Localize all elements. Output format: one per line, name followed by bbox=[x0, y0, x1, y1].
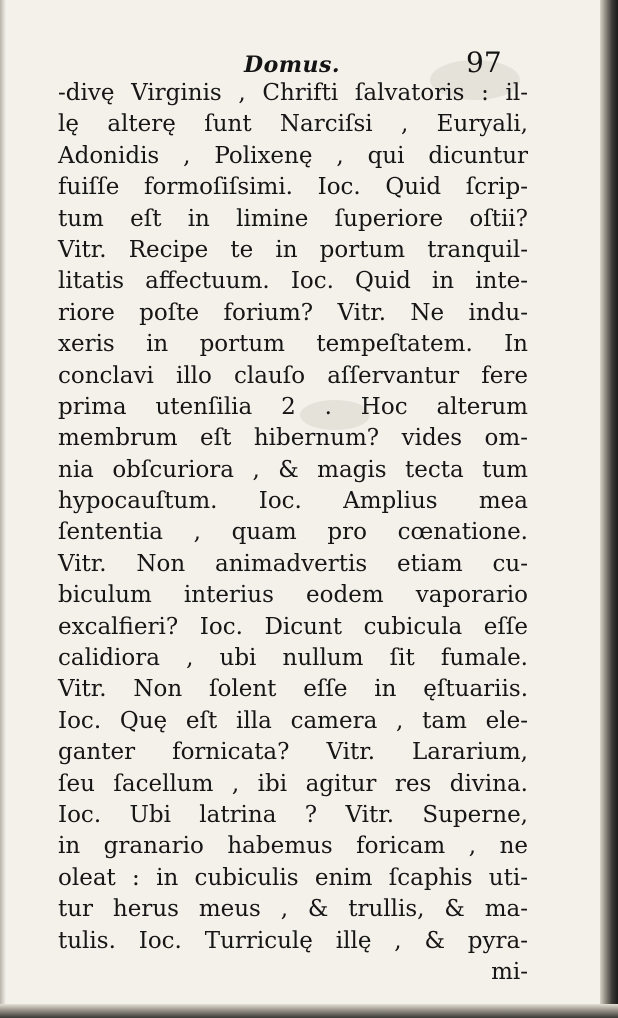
text-line: litatis affectuum. Ioc. Quid in inte- bbox=[58, 268, 528, 295]
text-line: ſeu ſacellum , ibi agitur res divina. bbox=[58, 770, 528, 797]
text-line: prima utenſilia 2 . Hoc alterum bbox=[58, 393, 528, 420]
text-line: Vitr. Non ſolent eſſe in ęſtuariis. bbox=[58, 676, 528, 703]
text-line: riore poſte forium? Vitr. Ne indu- bbox=[58, 299, 528, 326]
page-number: 97 bbox=[466, 46, 502, 79]
text-line: ſententia , quam pro cœnatione. bbox=[58, 519, 528, 546]
text-line: tur herus meus , & trullis, & ma- bbox=[58, 896, 528, 923]
text-line: conclavi illo clauſo aſſervantur fere bbox=[58, 362, 528, 389]
text-line: -divę Virginis , Chrifti ſalvatoris : il- bbox=[58, 80, 528, 106]
page-edge-right bbox=[600, 0, 618, 1018]
page-edge-bottom bbox=[0, 1004, 618, 1018]
text-line: Adonidis , Polixenę , qui dicuntur bbox=[58, 142, 528, 169]
text-line: Ioc. Quę eſt illa camera , tam ele- bbox=[58, 707, 528, 734]
text-line: ganter fornicata? Vitr. Lararium, bbox=[58, 739, 528, 766]
text-line: calidiora , ubi nullum ſit fumale. bbox=[58, 645, 528, 672]
text-line: tum eſt in limine ſuperiore oſtii? bbox=[58, 205, 528, 232]
running-title: Domus. bbox=[244, 52, 341, 78]
text-line: nia obſcuriora , & magis tecta tum bbox=[58, 456, 528, 483]
text-line: oleat : in cubiculis enim ſcaphis uti- bbox=[58, 864, 528, 891]
text-line: Vitr. Recipe te in portum tranquil- bbox=[58, 236, 528, 263]
text-line: Ioc. Ubi latrina ? Vitr. Superne, bbox=[58, 801, 528, 828]
text-line: Vitr. Non animadvertis etiam cu- bbox=[58, 550, 528, 577]
text-line: tulis. Ioc. Turriculę illę , & pyra- bbox=[58, 927, 528, 954]
text-line: xeris in portum tempeſtatem. In bbox=[58, 331, 528, 358]
text-line: biculum interius eodem vaporario bbox=[58, 582, 528, 609]
text-line: membrum eſt hibernum? vides om- bbox=[58, 425, 528, 452]
text-line: fuiſſe formoſiſsimi. Ioc. Quid ſcrip- bbox=[58, 174, 528, 201]
text-line: lę alterę ſunt Narciſsi , Euryali, bbox=[58, 111, 528, 138]
page-gutter-shadow bbox=[0, 0, 6, 1018]
text-line: hypocauſtum. Ioc. Amplius mea bbox=[58, 488, 528, 515]
catchword: mi- bbox=[491, 958, 528, 985]
text-line: in granario habemus foricam , ne bbox=[58, 833, 528, 860]
text-line: excalfieri? Ioc. Dicunt cubicula eſſe bbox=[58, 613, 528, 640]
body-text bbox=[58, 78, 528, 988]
